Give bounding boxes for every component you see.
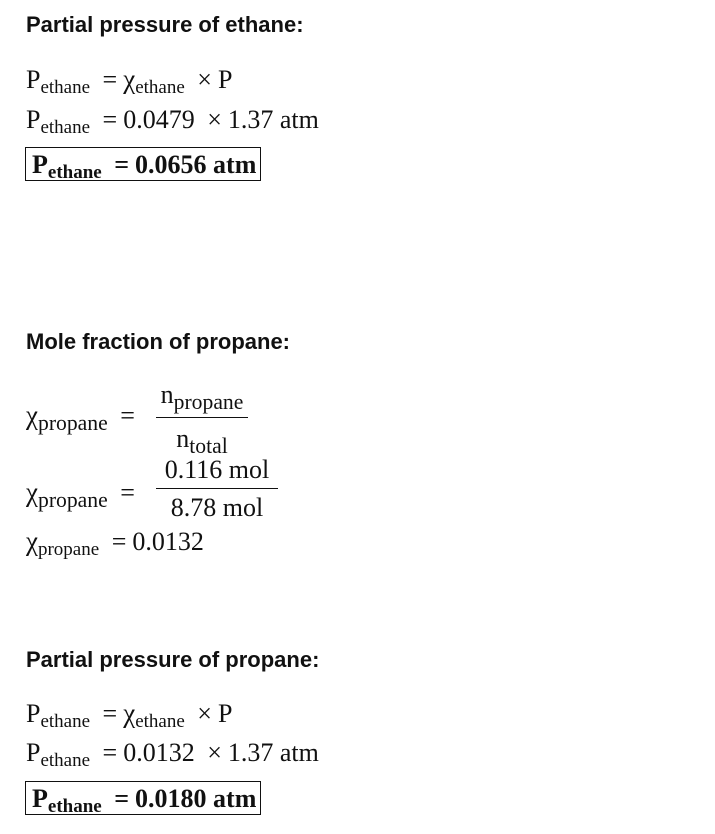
heading-partial-pressure-ethane: Partial pressure of ethane: bbox=[26, 12, 304, 37]
symbol-chi: χ bbox=[123, 64, 136, 94]
times-sign: × bbox=[207, 738, 222, 767]
fraction bbox=[156, 380, 248, 461]
fraction-numerator: 0.116 mol bbox=[164, 455, 270, 484]
fraction-denominator: 8.78 mol bbox=[170, 493, 264, 522]
subscript: propane bbox=[37, 488, 108, 513]
equals-sign: = bbox=[102, 738, 118, 767]
equation-mole-fraction-substitution bbox=[26, 455, 326, 525]
equals-sign: = bbox=[114, 784, 130, 813]
equation-propane-dalton bbox=[26, 698, 233, 732]
subscript: ethane bbox=[40, 77, 91, 98]
subscript: ethane bbox=[40, 117, 91, 138]
subscript: propane bbox=[37, 539, 100, 560]
total-pressure-value: 1.37 atm bbox=[227, 738, 319, 767]
equation-ethane-dalton bbox=[26, 64, 233, 98]
subscript: ethane bbox=[47, 796, 102, 817]
equals-sign: = bbox=[111, 527, 127, 556]
fraction-denominator: $n_{total}$ bbox=[176, 424, 228, 459]
fraction-bar bbox=[156, 417, 248, 418]
mole-fraction-value: 0.0479 bbox=[123, 105, 195, 134]
result-value: 0.0180 atm bbox=[135, 784, 257, 813]
symbol-chi: χ bbox=[123, 698, 136, 728]
symbol-p-total: P bbox=[217, 699, 233, 728]
fraction-numerator: $n_{propane}$ bbox=[160, 380, 244, 415]
subscript: ethane bbox=[47, 162, 102, 183]
equation-propane-substitution bbox=[26, 738, 319, 771]
symbol-p: P bbox=[26, 699, 41, 728]
subscript: ethane bbox=[40, 750, 91, 771]
symbol-p: P bbox=[32, 784, 48, 813]
equals-sign: = bbox=[120, 401, 135, 430]
equation-mole-fraction-result bbox=[26, 526, 204, 560]
times-sign: × bbox=[197, 699, 212, 728]
fraction-bar bbox=[156, 488, 278, 489]
symbol-p: P bbox=[26, 65, 41, 94]
subscript: ethane bbox=[40, 711, 91, 732]
equals-sign: = bbox=[114, 150, 130, 179]
equals-sign: = bbox=[102, 699, 118, 728]
equals-sign: = bbox=[102, 105, 118, 134]
mole-fraction-value: 0.0132 bbox=[123, 738, 195, 767]
equals-sign: = bbox=[102, 65, 118, 94]
times-sign: × bbox=[197, 65, 212, 94]
total-pressure-value: 1.37 atm bbox=[227, 105, 319, 134]
equals-sign: = bbox=[120, 478, 135, 507]
heading-mole-fraction-propane: Mole fraction of propane: bbox=[26, 329, 290, 354]
symbol-chi: χ bbox=[26, 526, 38, 556]
subscript: ethane bbox=[135, 711, 185, 732]
subscript: ethane bbox=[135, 77, 185, 98]
symbol-p-total: P bbox=[217, 65, 233, 94]
symbol-p: P bbox=[26, 738, 41, 767]
result-value: 0.0132 bbox=[132, 527, 204, 556]
symbol-chi: χ bbox=[26, 477, 38, 507]
fraction bbox=[156, 455, 278, 523]
symbol-chi: χ bbox=[26, 400, 38, 430]
symbol-p: P bbox=[26, 105, 41, 134]
result-box-propane bbox=[25, 781, 261, 815]
subscript: propane bbox=[37, 411, 108, 436]
result-box-ethane bbox=[25, 147, 261, 181]
result-value: 0.0656 atm bbox=[135, 150, 257, 179]
symbol-p: P bbox=[32, 150, 48, 179]
equation-mole-fraction-definition bbox=[26, 380, 326, 459]
times-sign: × bbox=[207, 105, 222, 134]
heading-partial-pressure-propane: Partial pressure of propane: bbox=[26, 647, 320, 672]
equation-ethane-substitution bbox=[26, 105, 319, 138]
